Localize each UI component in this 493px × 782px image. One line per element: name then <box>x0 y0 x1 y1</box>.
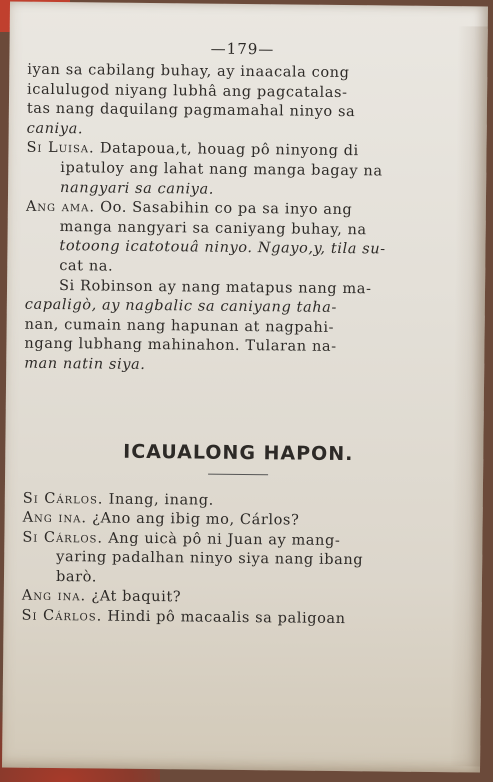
text-line: caniya. <box>26 120 84 138</box>
speaker-label: Si Cárlos. <box>22 490 104 508</box>
section-heading: ICAUALONG HAPON. <box>123 440 354 465</box>
text-line: ngang lubhang mahinahon. Tularan na- <box>24 336 337 356</box>
speaker-label: Ang ina. <box>21 588 87 605</box>
text-line: totoong icatotouâ ninyo. Ñgayo,y, tila su- <box>59 238 386 258</box>
speaker-label: Ang ina. <box>22 509 88 527</box>
dialogue-text: Inang, inang. <box>108 491 214 509</box>
text-line: nangyari sa caniya. <box>59 179 215 198</box>
text-line: capaligò, ay nagbalic sa caniyang taha- <box>24 296 338 317</box>
text-line: nan, cumain nang hapunan at nagpahi- <box>24 316 335 336</box>
speaker-label: Si Cárlos. <box>21 607 103 625</box>
text-line: ipatuloy ang lahat nang manga bagay na <box>60 160 383 180</box>
text-line: Si Robinson ay nang matapus nang ma- <box>58 277 372 297</box>
paragraph-4 <box>24 277 455 379</box>
dialogue-text: yaring padalhan ninyo siya nang ibang <box>56 549 364 569</box>
page-text <box>21 38 457 632</box>
text-line: manga nangyari sa caniyang buhay, na <box>59 218 367 239</box>
dialogue-text: Ang uicà pô ni Juan ay mang- <box>108 530 341 549</box>
dialogue-text: barò. <box>55 568 98 586</box>
text-line: Oo. Sasabihin co pa sa inyo ang <box>100 199 353 219</box>
paragraph-2 <box>26 140 457 203</box>
dialogue-text: ¿Ano ang ibig mo, Cárlos? <box>92 510 300 529</box>
text-line: cat na. <box>59 257 114 275</box>
paragraph-3 <box>25 199 456 282</box>
dialogue-text: ¿At baquit? <box>91 588 182 606</box>
text-line: Datapoua,t, houag pô ninyong di <box>99 140 359 160</box>
dialogue-text: Hindi pô macaalis sa paligoan <box>107 608 346 628</box>
text-line: iyan sa cabilang buhay, ay inaacala cong <box>27 61 350 82</box>
text-line: icalulugod niyang lubhâ ang pagcatalas- <box>27 81 348 101</box>
speaker-label: Ang ama. <box>25 198 96 216</box>
speaker-label: Si Cárlos. <box>22 529 104 547</box>
text-line: man natin siya. <box>24 355 146 373</box>
speaker-label: Si Luisa. <box>26 140 95 157</box>
book-page <box>2 2 488 773</box>
heading-rule <box>208 473 268 475</box>
text-line: tas nang daquilang pagmamahal ninyo sa <box>26 100 356 121</box>
dialogue <box>21 490 452 632</box>
paragraph-1 <box>27 62 458 145</box>
page-number: —179— <box>210 39 275 59</box>
